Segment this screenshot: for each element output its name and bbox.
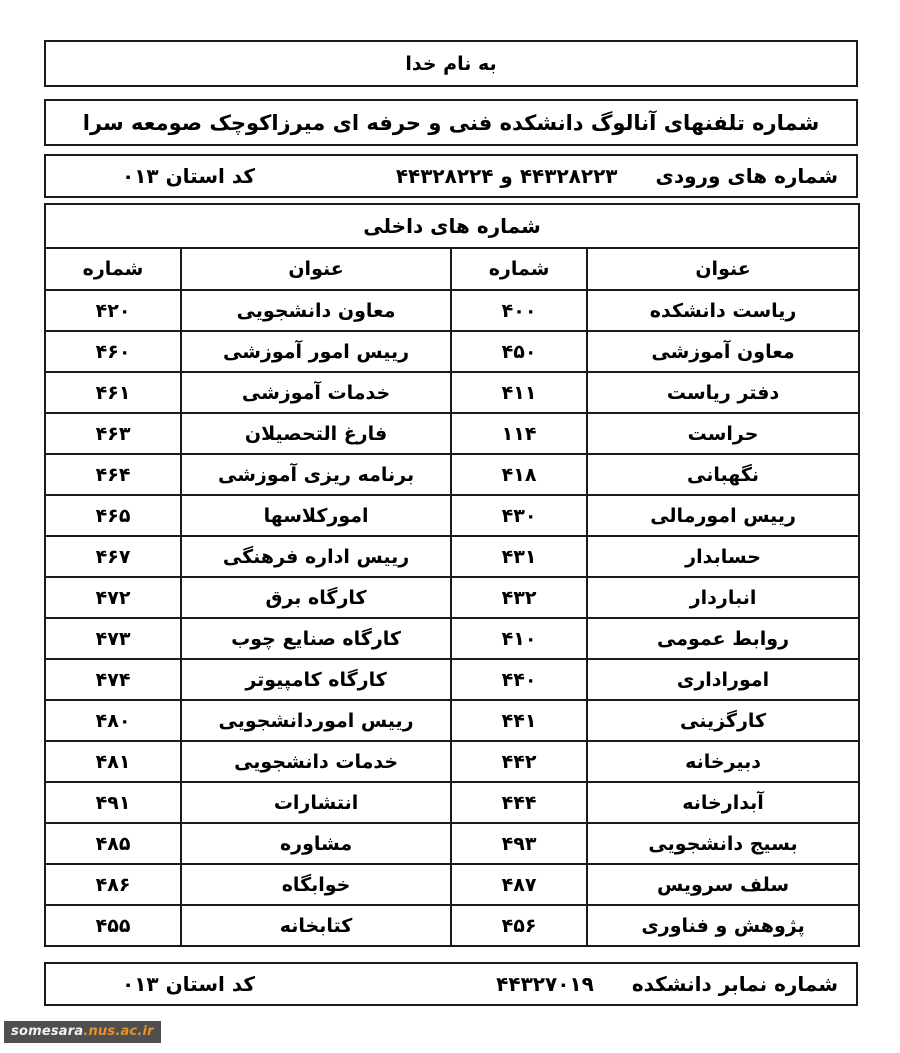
cell-title-right: کارگزینی	[587, 700, 859, 741]
table-row	[45, 290, 859, 331]
cell-title-left: مشاوره	[181, 823, 451, 864]
cell-number-left: ۴۲۰	[45, 290, 181, 331]
cell-number-left: ۴۸۱	[45, 741, 181, 782]
cell-title-left: انتشارات	[181, 782, 451, 823]
cell-title-right: بسیج دانشجویی	[587, 823, 859, 864]
cell-title-right: حراست	[587, 413, 859, 454]
table-row	[45, 659, 859, 700]
table-row	[45, 536, 859, 577]
cell-title-left: کتابخانه	[181, 905, 451, 946]
cell-number-right: ۴۱۸	[451, 454, 587, 495]
table-head	[45, 204, 859, 290]
table-row	[45, 331, 859, 372]
incoming-numbers-value: ۴۴۳۲۸۲۲۳ و ۴۴۳۲۸۲۲۴	[395, 164, 618, 188]
cell-title-left: امورکلاسها	[181, 495, 451, 536]
cell-title-right: اموراداری	[587, 659, 859, 700]
table-row	[45, 454, 859, 495]
section-header-row	[45, 204, 859, 248]
cell-number-left: ۴۶۷	[45, 536, 181, 577]
column-header-number-left: شماره	[45, 248, 181, 290]
cell-title-right: پژوهش و فناوری	[587, 905, 859, 946]
watermark-site-name: somesara	[11, 1024, 84, 1039]
cell-title-left: رییس اموردانشجویی	[181, 700, 451, 741]
cell-title-right: سلف سرویس	[587, 864, 859, 905]
table-row	[45, 372, 859, 413]
cell-number-right: ۴۵۶	[451, 905, 587, 946]
fax-number-banner	[44, 962, 858, 1006]
table-row	[45, 905, 859, 946]
fax-area-code: کد استان ۰۱۳	[122, 972, 256, 996]
table-body	[45, 290, 859, 946]
fax-number-label: شماره نمابر دانشکده	[631, 972, 838, 996]
cell-title-left: خوابگاه	[181, 864, 451, 905]
fax-number-value: ۴۴۳۲۷۰۱۹	[496, 972, 594, 996]
cell-number-right: ۴۴۱	[451, 700, 587, 741]
cell-number-left: ۴۷۲	[45, 577, 181, 618]
table-row	[45, 618, 859, 659]
table-row	[45, 577, 859, 618]
cell-title-left: فارغ التحصیلان	[181, 413, 451, 454]
incoming-numbers-row	[46, 164, 856, 188]
cell-title-left: کارگاه برق	[181, 577, 451, 618]
page-title: شماره تلفنهای آنالوگ دانشکده فنی و حرفه ای میرزاکوچک صومعه سرا	[82, 110, 820, 135]
cell-number-left: ۴۸۵	[45, 823, 181, 864]
cell-title-right: دبیرخانه	[587, 741, 859, 782]
cell-number-right: ۴۳۰	[451, 495, 587, 536]
table-row	[45, 700, 859, 741]
cell-title-right: رییس امورمالی	[587, 495, 859, 536]
cell-title-left: معاون دانشجویی	[181, 290, 451, 331]
cell-number-left: ۴۹۱	[45, 782, 181, 823]
cell-number-right: ۴۸۷	[451, 864, 587, 905]
table-row	[45, 495, 859, 536]
section-header-internal-numbers: شماره های داخلی	[45, 204, 859, 248]
cell-number-left: ۴۸۶	[45, 864, 181, 905]
cell-title-right: دفتر ریاست	[587, 372, 859, 413]
cell-title-right: انباردار	[587, 577, 859, 618]
cell-title-right: معاون آموزشی	[587, 331, 859, 372]
cell-title-left: رییس امور آموزشی	[181, 331, 451, 372]
cell-number-right: ۴۰۰	[451, 290, 587, 331]
column-header-title-right: عنوان	[587, 248, 859, 290]
cell-title-left: کارگاه کامپیوتر	[181, 659, 451, 700]
cell-number-left: ۴۶۱	[45, 372, 181, 413]
cell-number-right: ۴۴۲	[451, 741, 587, 782]
cell-number-right: ۴۹۳	[451, 823, 587, 864]
column-header-title-left: عنوان	[181, 248, 451, 290]
cell-title-right: روابط عمومی	[587, 618, 859, 659]
cell-title-right: آبدارخانه	[587, 782, 859, 823]
table-row	[45, 782, 859, 823]
bismillah-text: به نام خدا	[405, 52, 497, 75]
extensions-table	[44, 203, 860, 947]
cell-number-left: ۴۸۰	[45, 700, 181, 741]
cell-number-right: ۴۱۱	[451, 372, 587, 413]
cell-number-left: ۴۶۰	[45, 331, 181, 372]
bismillah-banner	[44, 40, 858, 87]
cell-number-right: ۴۴۴	[451, 782, 587, 823]
cell-number-left: ۴۵۵	[45, 905, 181, 946]
column-header-row	[45, 248, 859, 290]
cell-title-right: ریاست دانشکده	[587, 290, 859, 331]
cell-number-right: ۴۴۰	[451, 659, 587, 700]
table-row	[45, 823, 859, 864]
cell-number-left: ۴۶۴	[45, 454, 181, 495]
cell-title-left: خدمات دانشجویی	[181, 741, 451, 782]
cell-number-right: ۴۳۱	[451, 536, 587, 577]
cell-title-right: حسابدار	[587, 536, 859, 577]
table-row	[45, 413, 859, 454]
site-watermark	[4, 1021, 161, 1043]
cell-title-left: رییس اداره فرهنگی	[181, 536, 451, 577]
cell-title-right: نگهبانی	[587, 454, 859, 495]
document-title-banner	[44, 99, 858, 146]
incoming-numbers-banner	[44, 154, 858, 198]
cell-title-left: برنامه ریزی آموزشی	[181, 454, 451, 495]
column-header-number-right: شماره	[451, 248, 587, 290]
incoming-numbers-label: شماره های ورودی	[655, 164, 838, 188]
table-row	[45, 741, 859, 782]
cell-number-right: ۴۱۰	[451, 618, 587, 659]
cell-number-left: ۴۷۴	[45, 659, 181, 700]
cell-title-left: کارگاه صنایع چوب	[181, 618, 451, 659]
incoming-area-code: کد استان ۰۱۳	[122, 164, 256, 188]
cell-number-left: ۴۶۵	[45, 495, 181, 536]
cell-number-left: ۴۷۳	[45, 618, 181, 659]
cell-number-right: ۴۳۲	[451, 577, 587, 618]
cell-number-right: ۱۱۴	[451, 413, 587, 454]
cell-number-right: ۴۵۰	[451, 331, 587, 372]
cell-number-left: ۴۶۳	[45, 413, 181, 454]
fax-number-row	[46, 972, 856, 996]
watermark-site-domain: .nus.ac.ir	[83, 1024, 154, 1039]
cell-title-left: خدمات آموزشی	[181, 372, 451, 413]
table-row	[45, 864, 859, 905]
